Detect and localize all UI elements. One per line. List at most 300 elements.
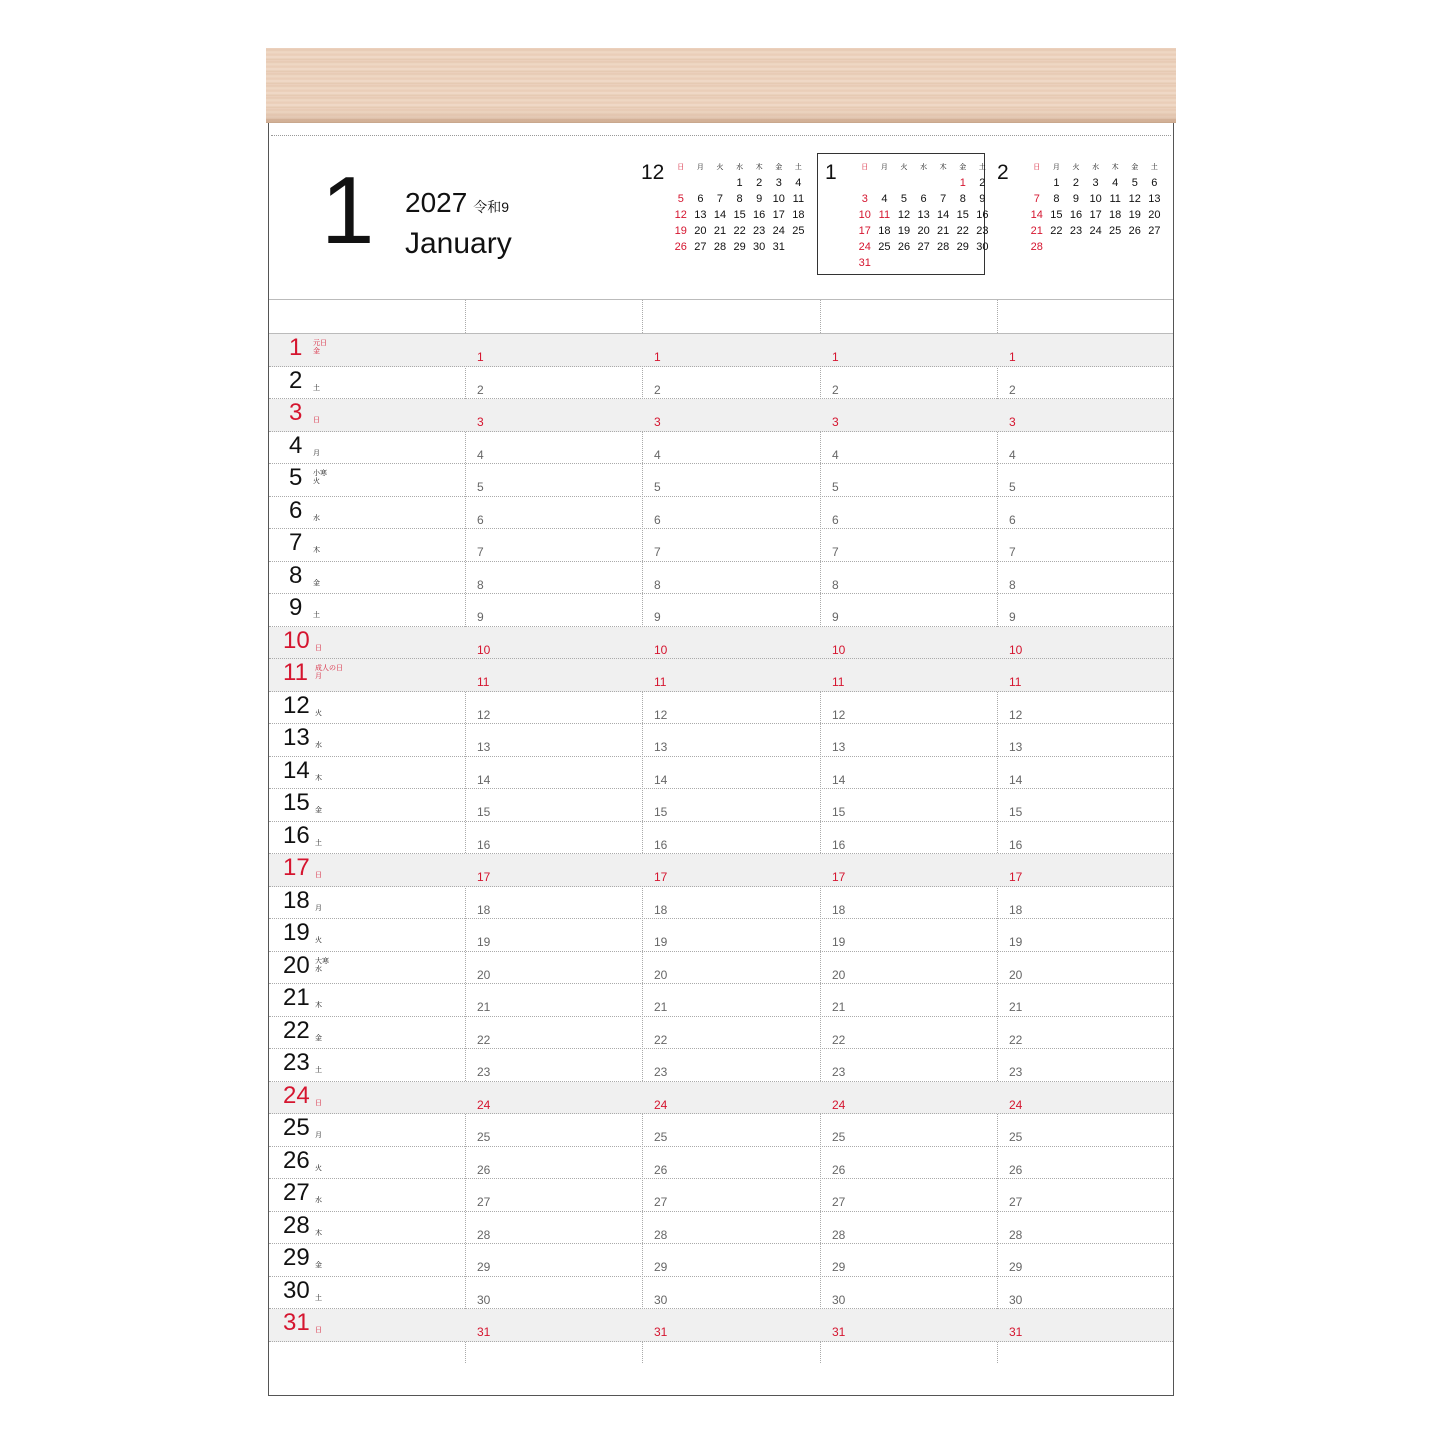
day-weekday: 木 — [313, 547, 320, 554]
mini-weekday-header: 木 — [939, 164, 947, 171]
mini-day-cell: 4 — [1112, 177, 1119, 189]
column-day-number: 23 — [654, 1065, 668, 1079]
mini-weekday-header: 日 — [861, 164, 869, 171]
mini-day-cell: 29 — [733, 241, 746, 253]
mini-day-cell: 20 — [1148, 209, 1161, 221]
column-day-number: 16 — [832, 837, 846, 852]
column-day-number: 9 — [477, 610, 484, 624]
column-day-number: 15 — [1009, 805, 1023, 819]
column-day-number: 21 — [832, 1000, 846, 1014]
wooden-hanger-bar — [266, 48, 1176, 122]
column-day-number: 27 — [1009, 1195, 1023, 1209]
column-day-number: 11 — [832, 675, 845, 689]
day-row[interactable] — [269, 1147, 1173, 1180]
column-day-number: 17 — [654, 870, 668, 884]
column-day-number: 13 — [1009, 740, 1023, 754]
day-note: 元日 — [313, 340, 327, 347]
column-day-number: 30 — [1009, 1292, 1023, 1307]
column-day-number: 7 — [832, 545, 839, 559]
mini-day-cell — [914, 255, 934, 271]
day-number: 10 — [283, 626, 310, 654]
day-number: 12 — [283, 691, 310, 719]
top-perforation — [271, 135, 1171, 136]
mini-day-cell: 11 — [792, 193, 805, 205]
mini-day-cell: 6 — [1151, 177, 1158, 189]
mini-day-cell: 24 — [1089, 225, 1102, 237]
day-weekday: 水 — [315, 965, 322, 973]
mini-weekday-header: 水 — [1092, 164, 1100, 171]
mini-day-cell: 5 — [677, 193, 684, 205]
column-day-number: 14 — [832, 772, 846, 787]
day-weekday: 土 — [313, 384, 320, 392]
mini-day-cell: 18 — [1109, 209, 1122, 221]
day-row[interactable] — [269, 562, 1173, 595]
day-row[interactable] — [269, 887, 1173, 920]
column-day-number: 7 — [477, 545, 484, 559]
day-number: 18 — [283, 886, 310, 914]
day-weekday: 水 — [315, 742, 322, 749]
column-day-number: 17 — [1009, 870, 1023, 884]
column-day-number: 25 — [477, 1130, 491, 1144]
day-weekday-info — [315, 665, 343, 681]
column-day-number: 1 — [654, 350, 661, 364]
column-day-number: 8 — [832, 577, 839, 592]
day-number: 20 — [283, 951, 310, 979]
day-row[interactable] — [269, 984, 1173, 1017]
column-day-number: 28 — [477, 1227, 491, 1242]
column-day-number: 14 — [654, 772, 668, 787]
column-day-number: 15 — [832, 805, 846, 819]
day-weekday: 水 — [313, 514, 320, 522]
column-day-number: 14 — [1009, 772, 1023, 787]
mini-day-cell: 12 — [897, 209, 911, 221]
mini-day-cell — [875, 255, 895, 271]
day-row[interactable] — [269, 1082, 1173, 1115]
day-number: 7 — [289, 529, 303, 556]
column-day-number: 1 — [832, 350, 839, 364]
day-row[interactable] — [269, 627, 1173, 660]
mini-weekday-header: 土 — [1150, 164, 1158, 171]
column-day-number: 30 — [654, 1292, 668, 1307]
calendar-sheet — [268, 123, 1174, 1396]
column-day-number: 13 — [832, 740, 846, 754]
mini-day-cell — [789, 239, 809, 255]
day-row[interactable] — [269, 854, 1173, 887]
column-day-number: 25 — [832, 1130, 846, 1144]
column-day-number: 9 — [1009, 610, 1016, 624]
mini-day-cell: 13 — [917, 209, 930, 221]
mini-day-cell: 8 — [736, 193, 743, 205]
mini-day-cell: 7 — [940, 193, 947, 205]
mini-day-cell — [1047, 239, 1067, 255]
column-day-number: 3 — [1009, 415, 1016, 429]
day-row[interactable] — [269, 1277, 1173, 1310]
mini-day-cell: 4 — [881, 193, 888, 205]
mini-day-cell: 20 — [917, 225, 930, 237]
era-label: 令和9 — [473, 199, 510, 215]
mini-day-cell — [710, 175, 730, 191]
day-weekday: 水 — [315, 1197, 322, 1204]
day-number: 25 — [283, 1114, 310, 1141]
day-row[interactable] — [269, 334, 1173, 367]
day-row[interactable] — [269, 822, 1173, 855]
column-day-number: 30 — [477, 1292, 491, 1307]
column-day-number: 28 — [1009, 1227, 1023, 1242]
day-note: 成人の日 — [315, 665, 343, 672]
mini-weekday-header: 金 — [959, 164, 967, 171]
day-weekday: 金 — [315, 807, 322, 814]
day-row[interactable] — [269, 1244, 1173, 1277]
column-day-number: 11 — [1009, 675, 1022, 689]
mini-day-cell: 26 — [1128, 225, 1141, 237]
day-weekday-info — [315, 937, 322, 945]
day-weekday: 火 — [315, 1164, 322, 1172]
mini-calendar-month: 12 — [641, 161, 665, 184]
mini-day-cell: 8 — [959, 193, 966, 205]
mini-day-cell — [1086, 239, 1106, 255]
day-number: 23 — [283, 1049, 310, 1076]
mini-day-cell — [973, 255, 993, 271]
mini-day-cell: 6 — [697, 193, 704, 205]
mini-weekday-header: 月 — [1052, 164, 1060, 171]
day-weekday: 火 — [313, 478, 320, 485]
day-row[interactable] — [269, 659, 1173, 692]
day-row[interactable] — [269, 757, 1173, 790]
mini-day-cell: 26 — [674, 241, 687, 253]
day-weekday: 金 — [315, 1034, 322, 1042]
day-row[interactable] — [269, 432, 1173, 465]
mini-day-cell — [875, 175, 895, 191]
column-day-number: 19 — [832, 935, 846, 949]
mini-day-cell: 10 — [858, 209, 871, 221]
mini-day-cell: 9 — [756, 193, 763, 205]
day-number: 21 — [283, 984, 310, 1011]
day-weekday-info — [315, 1197, 322, 1205]
mini-day-cell: 5 — [1131, 177, 1138, 189]
column-day-number: 13 — [477, 740, 491, 754]
column-day-number: 2 — [1009, 382, 1016, 397]
day-weekday: 木 — [315, 774, 322, 782]
day-weekday: 火 — [315, 709, 322, 717]
column-day-number: 12 — [832, 707, 846, 722]
day-number: 30 — [283, 1276, 310, 1304]
mini-day-cell: 13 — [694, 209, 707, 221]
mini-day-cell: 14 — [713, 209, 727, 221]
day-number: 17 — [283, 854, 310, 881]
mini-day-cell: 2 — [756, 177, 763, 189]
mini-day-cell — [914, 175, 934, 191]
day-weekday-info — [315, 710, 322, 718]
day-weekday: 日 — [315, 1327, 322, 1334]
day-row[interactable] — [269, 529, 1173, 562]
mini-day-cell — [1145, 239, 1165, 255]
column-day-number: 30 — [832, 1292, 846, 1307]
mini-weekday-header: 水 — [736, 164, 744, 171]
month-name: January — [405, 227, 512, 260]
column-day-number: 1 — [1009, 350, 1016, 364]
column-day-number: 19 — [654, 935, 668, 949]
mini-day-cell: 3 — [775, 177, 782, 189]
mini-day-cell: 24 — [772, 225, 785, 237]
mini-day-cell: 2 — [979, 177, 986, 189]
day-number: 6 — [289, 496, 303, 524]
column-day-number: 8 — [1009, 577, 1016, 592]
day-row[interactable] — [269, 919, 1173, 952]
day-number: 8 — [289, 561, 303, 589]
mini-day-cell: 7 — [716, 193, 724, 205]
day-weekday-info — [313, 470, 327, 486]
mini-day-cell: 28 — [713, 241, 727, 253]
mini-day-cell: 21 — [1030, 225, 1043, 237]
mini-calendar-month: 1 — [825, 161, 837, 184]
mini-weekday-header: 金 — [1131, 164, 1139, 171]
day-weekday: 月 — [315, 673, 322, 680]
mini-day-cell: 9 — [979, 193, 986, 205]
mini-day-cell: 22 — [1050, 225, 1063, 237]
column-day-number: 24 — [477, 1097, 491, 1112]
mini-day-cell: 19 — [674, 225, 687, 237]
mini-day-cell: 1 — [1053, 177, 1060, 189]
day-row[interactable] — [269, 594, 1173, 627]
mini-day-cell: 29 — [956, 241, 969, 253]
day-weekday-info — [315, 1327, 322, 1335]
day-row[interactable] — [269, 367, 1173, 400]
day-row[interactable] — [269, 692, 1173, 725]
column-day-number: 3 — [477, 415, 484, 429]
day-number: 22 — [283, 1016, 310, 1044]
mini-day-cell: 11 — [878, 209, 891, 221]
day-weekday-info — [315, 1002, 322, 1010]
column-day-number: 9 — [832, 610, 839, 624]
column-day-number: 15 — [654, 805, 668, 819]
mini-day-cell — [855, 175, 875, 191]
column-day-number: 8 — [654, 577, 661, 592]
mini-day-cell: 12 — [674, 209, 687, 221]
mini-day-cell: 12 — [1128, 193, 1141, 205]
day-weekday-info — [315, 840, 322, 848]
mini-calendar-month: 2 — [997, 161, 1009, 184]
mini-weekday-header: 月 — [880, 164, 888, 171]
mini-day-cell: 14 — [937, 209, 950, 221]
day-weekday-info — [315, 1035, 322, 1043]
day-weekday-info — [315, 1295, 322, 1303]
column-day-number: 27 — [477, 1195, 491, 1209]
day-weekday-info — [315, 1230, 322, 1238]
mini-day-cell: 20 — [694, 225, 707, 237]
day-number: 24 — [283, 1081, 310, 1109]
day-row[interactable] — [269, 1114, 1173, 1147]
mini-day-cell: 14 — [1030, 209, 1043, 221]
mini-day-cell: 13 — [1148, 193, 1161, 205]
mini-day-cell — [894, 255, 914, 271]
day-number: 4 — [289, 431, 303, 459]
column-day-number: 23 — [1009, 1065, 1023, 1079]
mini-weekday-header: 日 — [1033, 164, 1041, 171]
column-day-number: 6 — [1009, 512, 1016, 527]
mini-calendar-grid — [671, 161, 808, 255]
column-day-number: 4 — [1009, 447, 1016, 462]
day-number: 16 — [283, 821, 310, 849]
column-day-number: 27 — [832, 1195, 846, 1209]
day-row[interactable] — [269, 789, 1173, 822]
mini-day-cell: 23 — [1069, 225, 1083, 237]
mini-day-cell: 31 — [772, 241, 785, 253]
day-weekday-info — [315, 1132, 322, 1140]
column-day-number: 31 — [1009, 1325, 1023, 1339]
mini-day-cell: 31 — [858, 257, 871, 269]
day-row[interactable] — [269, 497, 1173, 530]
day-weekday-info — [313, 385, 320, 393]
column-day-number: 2 — [477, 382, 484, 397]
mini-day-cell: 18 — [878, 225, 891, 237]
column-day-number: 19 — [1009, 935, 1023, 949]
mini-day-cell — [933, 175, 953, 191]
day-weekday: 火 — [315, 937, 322, 944]
mini-day-cell: 16 — [976, 209, 989, 221]
column-day-number: 1 — [477, 350, 484, 364]
column-day-number: 6 — [654, 512, 661, 527]
mini-weekday-header: 土 — [978, 164, 986, 171]
mini-day-cell — [894, 175, 914, 191]
column-day-number: 12 — [654, 707, 668, 722]
day-weekday: 土 — [313, 612, 320, 619]
column-day-number: 31 — [477, 1325, 491, 1339]
day-number: 28 — [283, 1211, 310, 1239]
column-day-number: 24 — [832, 1097, 846, 1112]
column-day-number: 3 — [832, 415, 839, 429]
mini-day-cell: 8 — [1053, 193, 1060, 205]
mini-day-cell — [1066, 239, 1086, 255]
mini-day-cell — [953, 255, 973, 271]
day-weekday-info — [315, 1165, 322, 1173]
column-day-number: 4 — [832, 447, 839, 462]
mini-day-cell: 22 — [956, 225, 969, 237]
column-day-number: 11 — [654, 675, 667, 689]
column-header-blank-row — [269, 300, 1173, 334]
column-day-number: 23 — [832, 1065, 846, 1079]
day-row[interactable] — [269, 952, 1173, 985]
mini-day-cell: 23 — [753, 225, 766, 237]
day-weekday-info — [313, 580, 320, 588]
day-row[interactable] — [269, 1309, 1173, 1342]
day-row[interactable] — [269, 724, 1173, 757]
day-number: 2 — [289, 366, 303, 394]
day-rows — [269, 334, 1173, 1342]
day-weekday: 日 — [313, 417, 320, 424]
day-row[interactable] — [269, 1212, 1173, 1245]
column-day-number: 10 — [1009, 642, 1023, 657]
mini-weekday-header: 火 — [900, 164, 908, 171]
day-number: 31 — [283, 1309, 310, 1336]
day-weekday-info — [313, 450, 320, 458]
mini-day-cell: 6 — [920, 193, 927, 205]
column-day-number: 22 — [832, 1032, 846, 1047]
day-weekday-info — [315, 872, 322, 880]
day-weekday: 日 — [315, 644, 322, 652]
column-day-number: 11 — [477, 675, 490, 689]
column-day-number: 20 — [477, 967, 491, 982]
day-row[interactable] — [269, 399, 1173, 432]
day-number: 15 — [283, 789, 310, 816]
mini-day-cell: 25 — [878, 241, 891, 253]
mini-day-cell: 22 — [733, 225, 746, 237]
day-weekday-info — [315, 1100, 322, 1108]
day-row[interactable] — [269, 1017, 1173, 1050]
column-day-number: 26 — [477, 1162, 491, 1177]
column-day-number: 17 — [832, 870, 846, 884]
day-weekday: 土 — [315, 1067, 322, 1074]
day-row[interactable] — [269, 464, 1173, 497]
day-number: 14 — [283, 756, 310, 784]
day-weekday-info — [313, 547, 320, 555]
column-day-number: 12 — [1009, 707, 1023, 722]
column-day-number: 25 — [1009, 1130, 1023, 1144]
column-day-number: 29 — [832, 1260, 846, 1274]
mini-day-cell: 16 — [1069, 209, 1083, 221]
day-row[interactable] — [269, 1179, 1173, 1212]
column-day-number: 10 — [477, 642, 491, 657]
mini-day-cell: 17 — [772, 209, 785, 221]
mini-day-cell: 2 — [1072, 177, 1080, 189]
day-weekday: 日 — [315, 1099, 322, 1107]
day-number: 19 — [283, 919, 310, 946]
column-day-number: 5 — [654, 480, 661, 494]
mini-weekday-header: 水 — [920, 164, 928, 171]
column-day-number: 25 — [654, 1130, 668, 1144]
column-day-number: 16 — [654, 837, 668, 852]
mini-day-cell: 27 — [1148, 225, 1161, 237]
day-weekday: 月 — [313, 449, 320, 457]
day-weekday: 木 — [315, 1229, 322, 1237]
column-day-number: 16 — [1009, 837, 1023, 852]
day-weekday-info — [315, 958, 329, 974]
column-day-number: 29 — [654, 1260, 668, 1274]
column-day-number: 17 — [477, 870, 491, 884]
day-weekday: 月 — [315, 904, 322, 912]
year-number: 2027 — [405, 187, 468, 218]
mini-day-cell: 27 — [917, 241, 930, 253]
column-day-number: 21 — [1009, 1000, 1023, 1014]
day-weekday: 金 — [313, 348, 320, 355]
mini-day-cell: 21 — [713, 225, 727, 237]
mini-day-cell: 16 — [753, 209, 766, 221]
column-day-number: 27 — [654, 1195, 668, 1209]
mini-day-cell: 25 — [1109, 225, 1122, 237]
mini-day-cell: 30 — [753, 241, 766, 253]
day-weekday: 金 — [313, 579, 320, 587]
mini-day-cell: 25 — [792, 225, 805, 237]
column-day-number: 10 — [832, 642, 846, 657]
column-day-number: 4 — [654, 447, 661, 462]
day-weekday-info — [315, 742, 322, 750]
column-day-number: 6 — [832, 512, 839, 527]
column-day-number: 5 — [1009, 480, 1016, 494]
mini-day-cell: 17 — [858, 225, 871, 237]
mini-day-cell: 1 — [959, 177, 966, 189]
day-row[interactable] — [269, 1049, 1173, 1082]
column-day-number: 8 — [477, 577, 484, 592]
mini-day-cell: 17 — [1089, 209, 1102, 221]
day-weekday-info — [315, 645, 322, 653]
mini-weekday-header: 火 — [1072, 164, 1080, 171]
column-day-number: 2 — [832, 382, 839, 397]
year-label — [405, 189, 509, 217]
column-day-number: 10 — [654, 642, 668, 657]
column-day-number: 4 — [477, 447, 484, 462]
column-day-number: 18 — [832, 902, 846, 917]
column-day-number: 20 — [1009, 967, 1023, 982]
day-weekday: 土 — [315, 839, 322, 847]
